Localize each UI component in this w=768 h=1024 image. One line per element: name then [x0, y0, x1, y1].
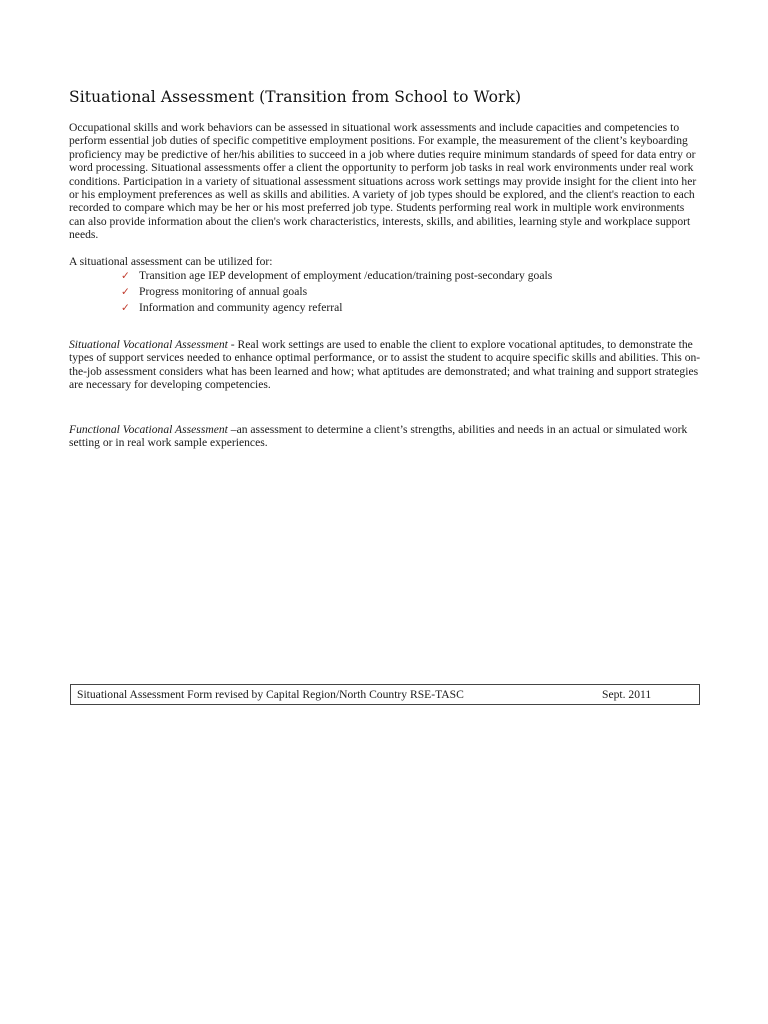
- checkmark-icon: ✓: [121, 302, 130, 315]
- functional-vocational-body: –an assessment to determine a client’s strengths, abilities and needs in an actual or simulated work setting or in real work sample experiences.: [69, 422, 688, 450]
- uses-list-item: [121, 268, 701, 284]
- document-title: Situational Assessment (Transition from School to Work): [69, 88, 522, 106]
- uses-item-text: Transition age IEP development of employment /education/training post-secondary goals: [139, 269, 553, 283]
- functional-vocational-term: Functional Vocational Assessment: [69, 422, 228, 436]
- footer-credit-box: [70, 684, 700, 705]
- uses-lead-text: A situational assessment can be utilized for:: [69, 254, 273, 268]
- checkmark-icon: ✓: [121, 286, 130, 299]
- intro-paragraph: Occupational skills and work behaviors can be assessed in situational work assessments and include capacities and competencies to perform essential job duties of specific competitive employment positions. For example, the measurement of the client’s keyboarding proficiency may be predictive of her/his abilities to succeed in a job where duties require minimum standards of speed for data entry or word processing. Situational assessments offer a client the opportunity to perform job tasks in real work environments under real work conditions. Participation in a variety of situational assessment situations across work settings may provide insight for the client into her or his employment preferences as well as skills and abilities. A variety of job types should be explored, and the client's reaction to each recorded to compare which may be her or his most preferred job type. Students performing real work in multiple work environments can also provide information about the clien's work characteristics, interests, skills, and abilities, learning style and workplace support needs.: [69, 121, 697, 242]
- situational-vocational-term: Situational Vocational Assessment: [69, 338, 228, 352]
- functional-vocational-paragraph: [69, 423, 701, 450]
- uses-list-item: [121, 284, 701, 300]
- situational-vocational-paragraph: [69, 338, 701, 392]
- uses-list: [69, 268, 701, 316]
- document-page: [69, 88, 701, 450]
- uses-item-text: Information and community agency referral: [139, 301, 343, 315]
- checkmark-icon: ✓: [121, 270, 130, 283]
- footer-date: Sept. 2011: [602, 688, 652, 701]
- footer-credit-text: Situational Assessment Form revised by Capital Region/North Country RSE-TASC: [77, 688, 464, 701]
- uses-item-text: Progress monitoring of annual goals: [139, 285, 308, 299]
- uses-list-item: [121, 300, 701, 316]
- situational-vocational-body: - Real work settings are used to enable the client to explore vocational aptitudes, to demonstrate the types of support services needed to enhance optimal performance, or to assist the student to acquire specific skills and abilities. This on-the-job assessment considers what has been learned and how; what aptitudes are demonstrated; and what training and support strategies are necessary for developing competencies.: [69, 338, 701, 392]
